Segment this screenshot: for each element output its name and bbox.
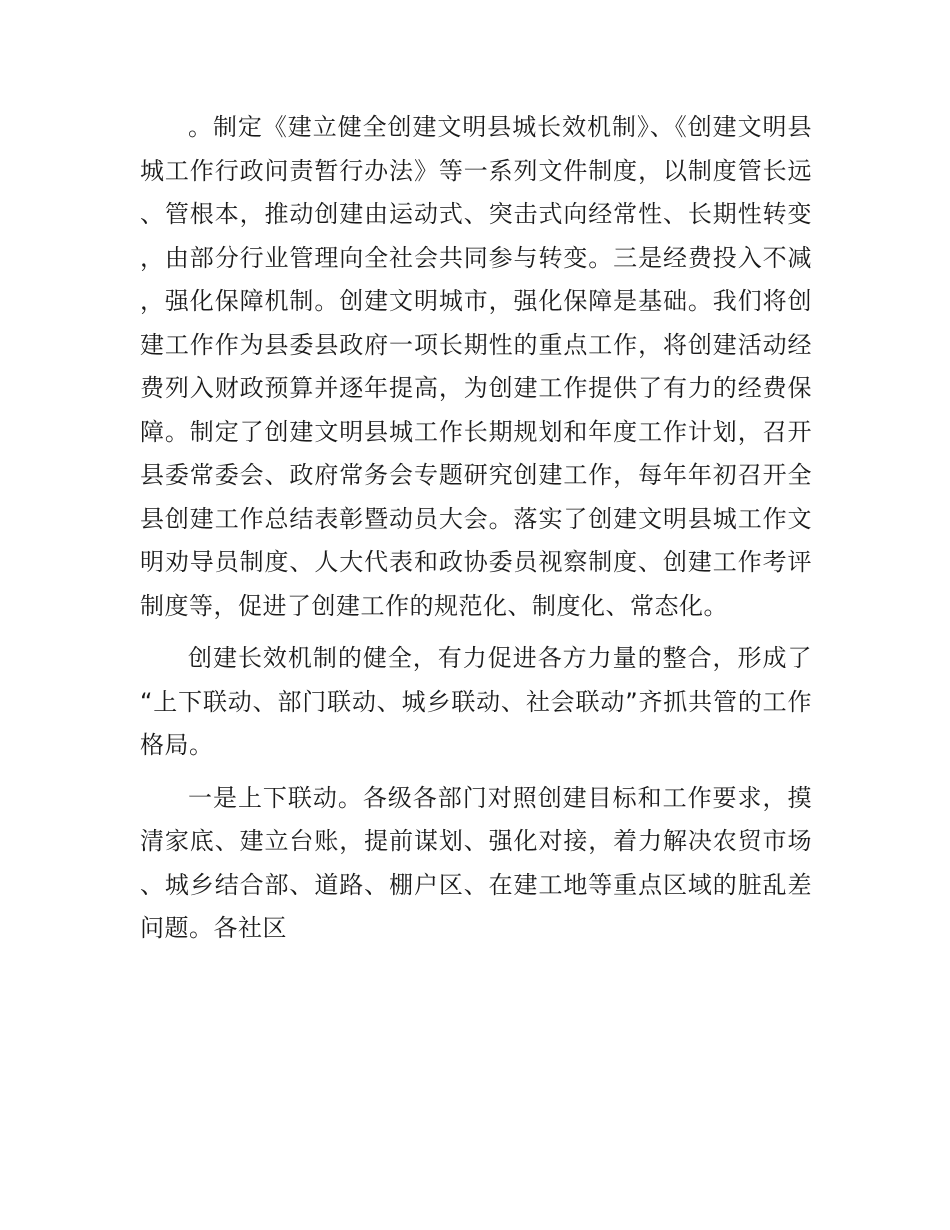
paragraph-coordination: 创建长效机制的健全，有力促进各方力量的整合，形成了“上下联动、部门联动、城乡联动、社会联动”齐抓共管的工作格局。 xyxy=(140,644,812,759)
document-body xyxy=(140,106,812,960)
paragraph-top-down-linkage: 一是上下联动。各级各部门对照创建目标和工作要求，摸清家底、建立台账，提前谋划、强化对接，着力解决农贸市场、城乡结合部、道路、棚户区、在建工地等重点区域的脏乱差问题。各社区 xyxy=(140,783,812,942)
paragraph-mechanism: 。制定《建立健全创建文明县城长效机制》、《创建文明县城工作行政问责暂行办法》等一系列文件制度，以制度管长远、管根本，推动创建由运动式、突击式向经常性、长期性转变，由部分行业管理向全社会共同参与转变。三是经费投入不减，强化保障机制。创建文明城市，强化保障是基础。我们将创建工作作为县委县政府一项长期性的重点工作，将创建活动经费列入财政预算并逐年提高，为创建工作提供了有力的经费保障。制定了创建文明县城工作长期规划和年度工作计划，召开县委常委会、政府常务会专题研究创建工作，每年年初召开全县创建工作总结表彰暨动员大会。落实了创建文明县城工作文明劝导员制度、人大代表和政协委员视察制度、创建工作考评制度等，促进了创建工作的规范化、制度化、常态化。 xyxy=(140,113,812,620)
